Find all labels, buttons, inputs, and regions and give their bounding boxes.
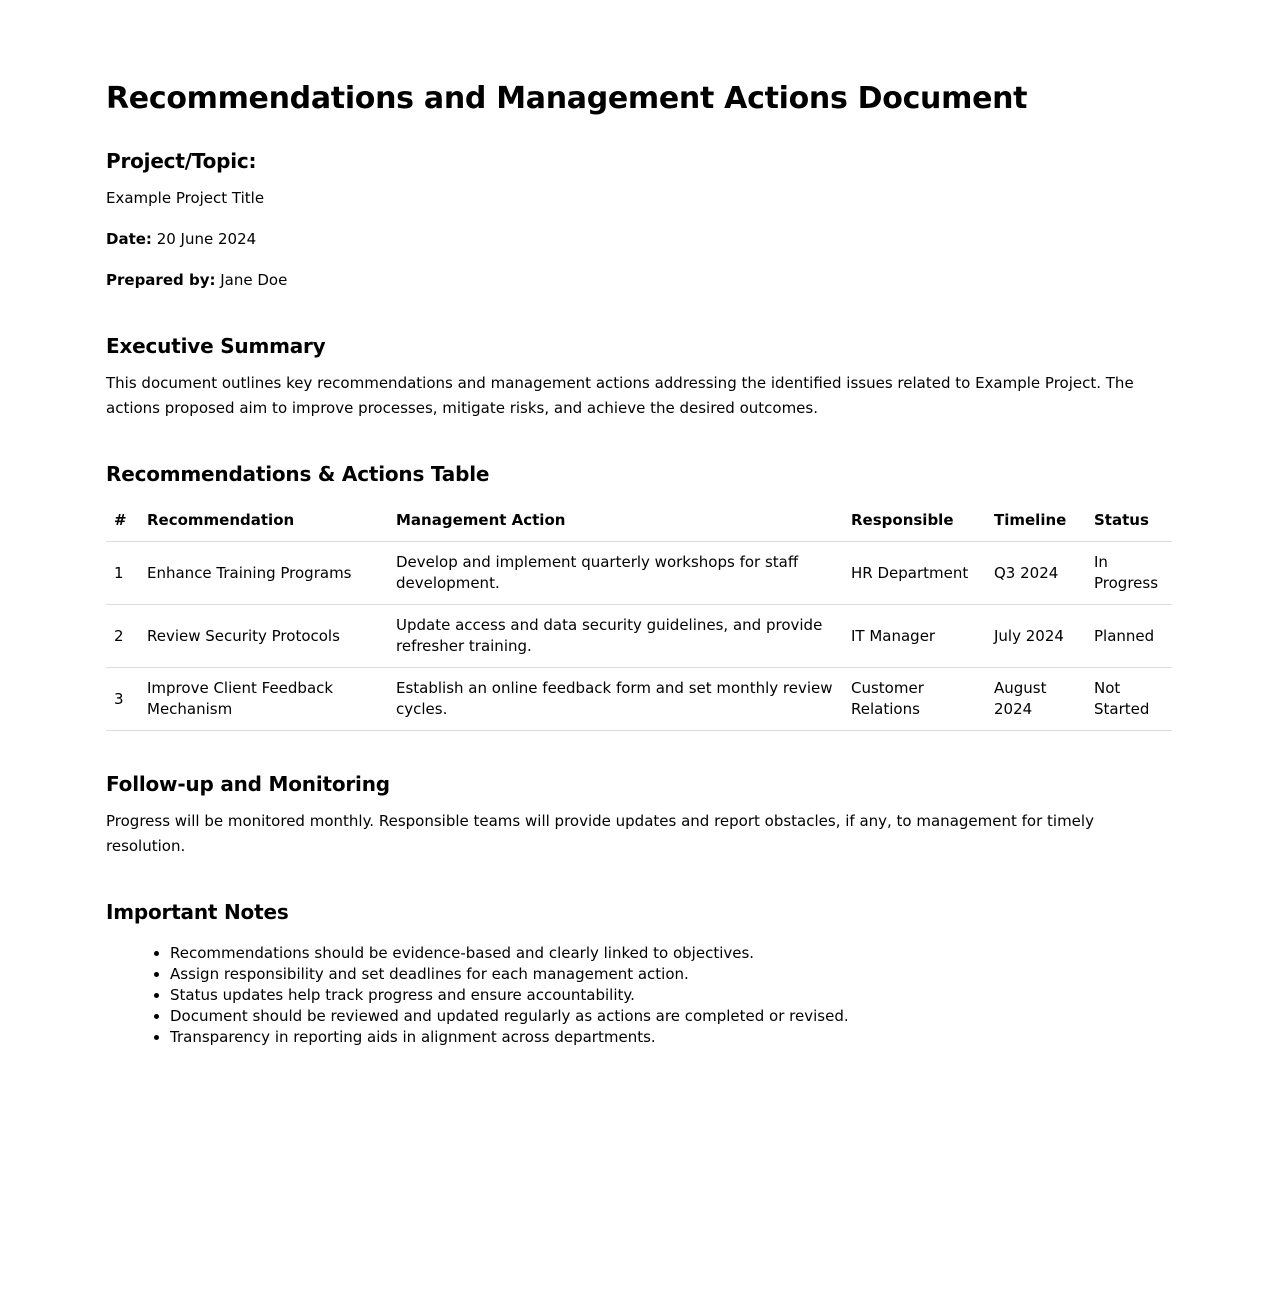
status-cell: Not Started [1086, 668, 1172, 731]
row-number-cell: 3 [106, 668, 139, 731]
follow-up-text: Progress will be monitored monthly. Responsible teams will provide updates and report obstacles, if any, to management for timely resolution. [106, 812, 1094, 855]
date-label: Date: [106, 230, 152, 248]
table-row [106, 542, 1172, 605]
date-value: 20 June 2024 [156, 230, 257, 248]
follow-up-section [106, 771, 1172, 859]
list-item: • Transparency in reporting aids in alignment across departments. [170, 1027, 1172, 1048]
prepared-by-value: Jane Doe [220, 271, 288, 289]
management-action-cell: Update access and data security guidelines, and provide refresher training. [388, 605, 843, 668]
important-notes-heading: Important Notes [106, 900, 289, 924]
management-action-cell: Develop and implement quarterly workshops for staff development. [388, 542, 843, 605]
project-heading: Project/Topic: [106, 149, 257, 173]
status-cell: In Progress [1086, 542, 1172, 605]
row-number-cell: 2 [106, 605, 139, 668]
list-item: • Document should be reviewed and updated regularly as actions are completed or revised. [170, 1006, 1172, 1027]
actions-table [106, 509, 1172, 731]
recommendation-cell: Enhance Training Programs [139, 542, 388, 605]
column-header-timeline: Timeline [986, 509, 1086, 542]
project-info-section [106, 148, 1172, 293]
timeline-cell: Q3 2024 [986, 542, 1086, 605]
project-title-value: Example Project Title [106, 189, 265, 207]
column-header-management-action: Management Action [388, 509, 843, 542]
table-row [106, 605, 1172, 668]
important-notes-section [106, 899, 1172, 1048]
responsible-cell: HR Department [843, 542, 986, 605]
prepared-by-line [106, 268, 1172, 293]
list-item: • Recommendations should be evidence-based and clearly linked to objectives. [170, 943, 1172, 964]
status-cell: Planned [1086, 605, 1172, 668]
table-row [106, 668, 1172, 731]
recommendation-cell: Improve Client Feedback Mechanism [139, 668, 388, 731]
executive-summary-text: This document outlines key recommendations and management actions addressing the identified issues related to Example Project. The actions proposed aim to improve processes, mitigate risks, and achieve the desired outcomes. [106, 374, 1134, 417]
executive-summary-section [106, 333, 1172, 421]
timeline-cell: August 2024 [986, 668, 1086, 731]
executive-summary-heading: Executive Summary [106, 334, 326, 358]
column-header-number: # [106, 509, 139, 542]
column-header-responsible: Responsible [843, 509, 986, 542]
timeline-cell: July 2024 [986, 605, 1086, 668]
list-item: • Assign responsibility and set deadlines for each management action. [170, 964, 1172, 985]
actions-table-section [106, 461, 1172, 731]
row-number-cell: 1 [106, 542, 139, 605]
actions-table-heading: Recommendations & Actions Table [106, 462, 490, 486]
prepared-by-label: Prepared by: [106, 271, 216, 289]
table-header-row [106, 509, 1172, 542]
column-header-recommendation: Recommendation [139, 509, 388, 542]
list-item: • Status updates help track progress and ensure accountability. [170, 985, 1172, 1006]
responsible-cell: IT Manager [843, 605, 986, 668]
important-notes-list [106, 943, 1172, 1048]
management-action-cell: Establish an online feedback form and set monthly review cycles. [388, 668, 843, 731]
page-title: Recommendations and Management Actions Document [106, 81, 1028, 116]
column-header-status: Status [1086, 509, 1172, 542]
date-line [106, 227, 1172, 252]
responsible-cell: Customer Relations [843, 668, 986, 731]
follow-up-heading: Follow-up and Monitoring [106, 772, 390, 796]
recommendation-cell: Review Security Protocols [139, 605, 388, 668]
